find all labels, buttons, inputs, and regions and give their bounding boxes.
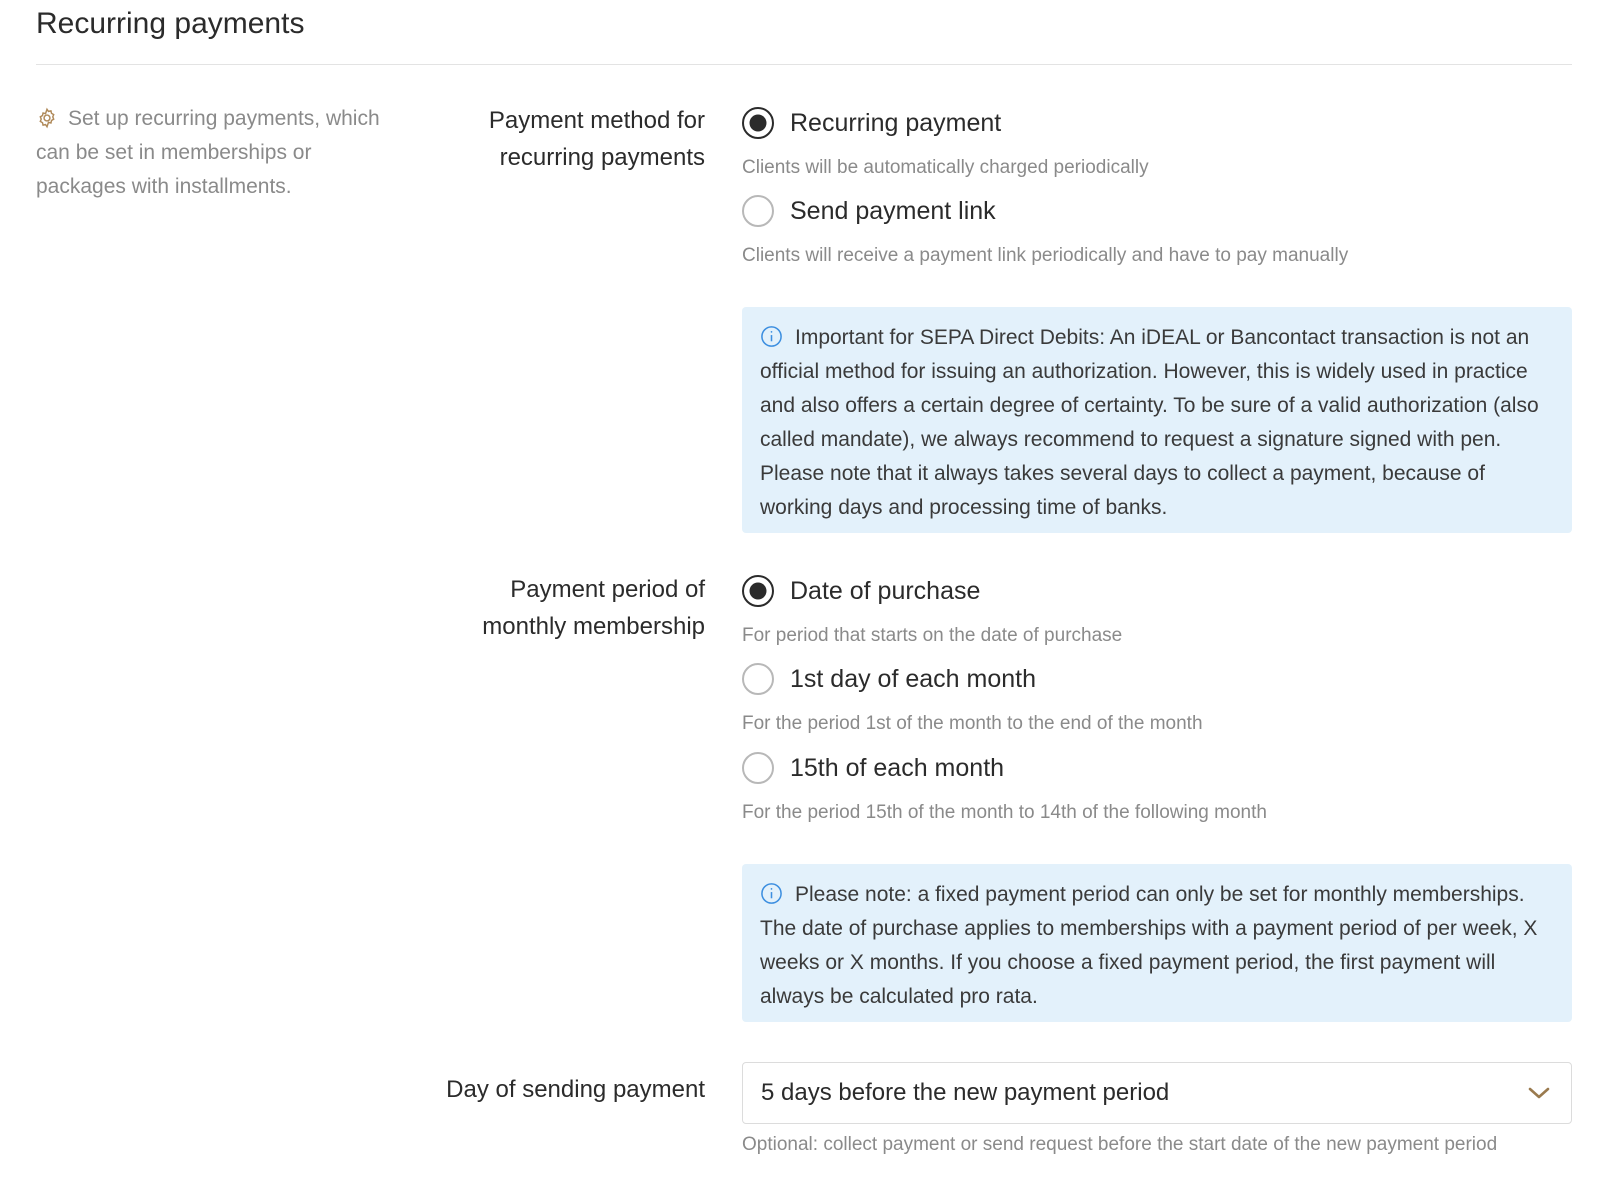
sending-day-select[interactable]	[742, 1062, 1572, 1124]
sending-day-label: Day of sending payment	[446, 1076, 705, 1103]
fifteenth-of-month-hint: For the period 15th of the month to 14th of the following month	[742, 802, 1267, 823]
radio-label: Date of purchase	[790, 576, 981, 605]
sending-day-value: 5 days before the new payment period	[761, 1079, 1170, 1106]
section-intro-text: Set up recurring payments, which can be set in memberships or packages with installments.	[36, 107, 380, 198]
sepa-notice	[742, 307, 1572, 533]
radio-date-of-purchase[interactable]	[742, 571, 980, 611]
payment-period-notice-text: Please note: a fixed payment period can only be set for monthly memberships. The date of purchase applies to memberships with a payment period of per week, X weeks or X months. If you choose a fixed payment period, the first payment will always be calculated pro rata.	[760, 883, 1538, 1008]
payment-period-label: Payment period of monthly membership	[482, 576, 705, 640]
section-divider	[36, 64, 1572, 65]
radio-button-selected[interactable]	[742, 107, 774, 139]
send-payment-link-hint: Clients will receive a payment link periodically and have to pay manually	[742, 245, 1349, 266]
radio-first-day-of-month[interactable]	[742, 659, 1036, 699]
radio-fifteenth-of-month[interactable]	[742, 748, 1004, 788]
payment-period-notice	[742, 864, 1572, 1022]
radio-button[interactable]	[742, 752, 774, 784]
radio-button[interactable]	[742, 195, 774, 227]
section-title: Recurring payments	[36, 7, 305, 40]
radio-button[interactable]	[742, 663, 774, 695]
radio-label: 15th of each month	[790, 753, 1005, 782]
section-intro	[36, 102, 386, 204]
info-icon	[760, 325, 783, 348]
sepa-notice-text: Important for SEPA Direct Debits: An iDEAL or Bancontact transaction is not an official method for issuing an authorization. However, this is widely used in practice and also offers a certain degree of certainty. To be sure of a valid authorization (also called mandate), we always recommend to request a signature signed with pen. Please note that it always takes several days to collect a payment, because of working days and processing time of banks.	[760, 326, 1539, 519]
payment-method-label: Payment method for recurring payments	[488, 107, 705, 171]
gear-icon	[36, 106, 58, 128]
radio-label: Send payment link	[790, 196, 996, 225]
chevron-down-icon[interactable]	[1527, 1085, 1551, 1101]
radio-recurring-payment[interactable]	[742, 103, 1001, 143]
radio-send-payment-link[interactable]	[742, 191, 996, 231]
radio-label: 1st day of each month	[790, 664, 1036, 693]
radio-label: Recurring payment	[790, 108, 1002, 137]
info-icon	[760, 882, 783, 905]
date-of-purchase-hint: For period that starts on the date of purchase	[742, 625, 1123, 646]
sending-day-hint: Optional: collect payment or send request before the start date of the new payment period	[742, 1134, 1498, 1155]
first-day-of-month-hint: For the period 1st of the month to the end of the month	[742, 713, 1203, 734]
radio-button-selected[interactable]	[742, 575, 774, 607]
recurring-payment-hint: Clients will be automatically charged periodically	[742, 157, 1149, 178]
